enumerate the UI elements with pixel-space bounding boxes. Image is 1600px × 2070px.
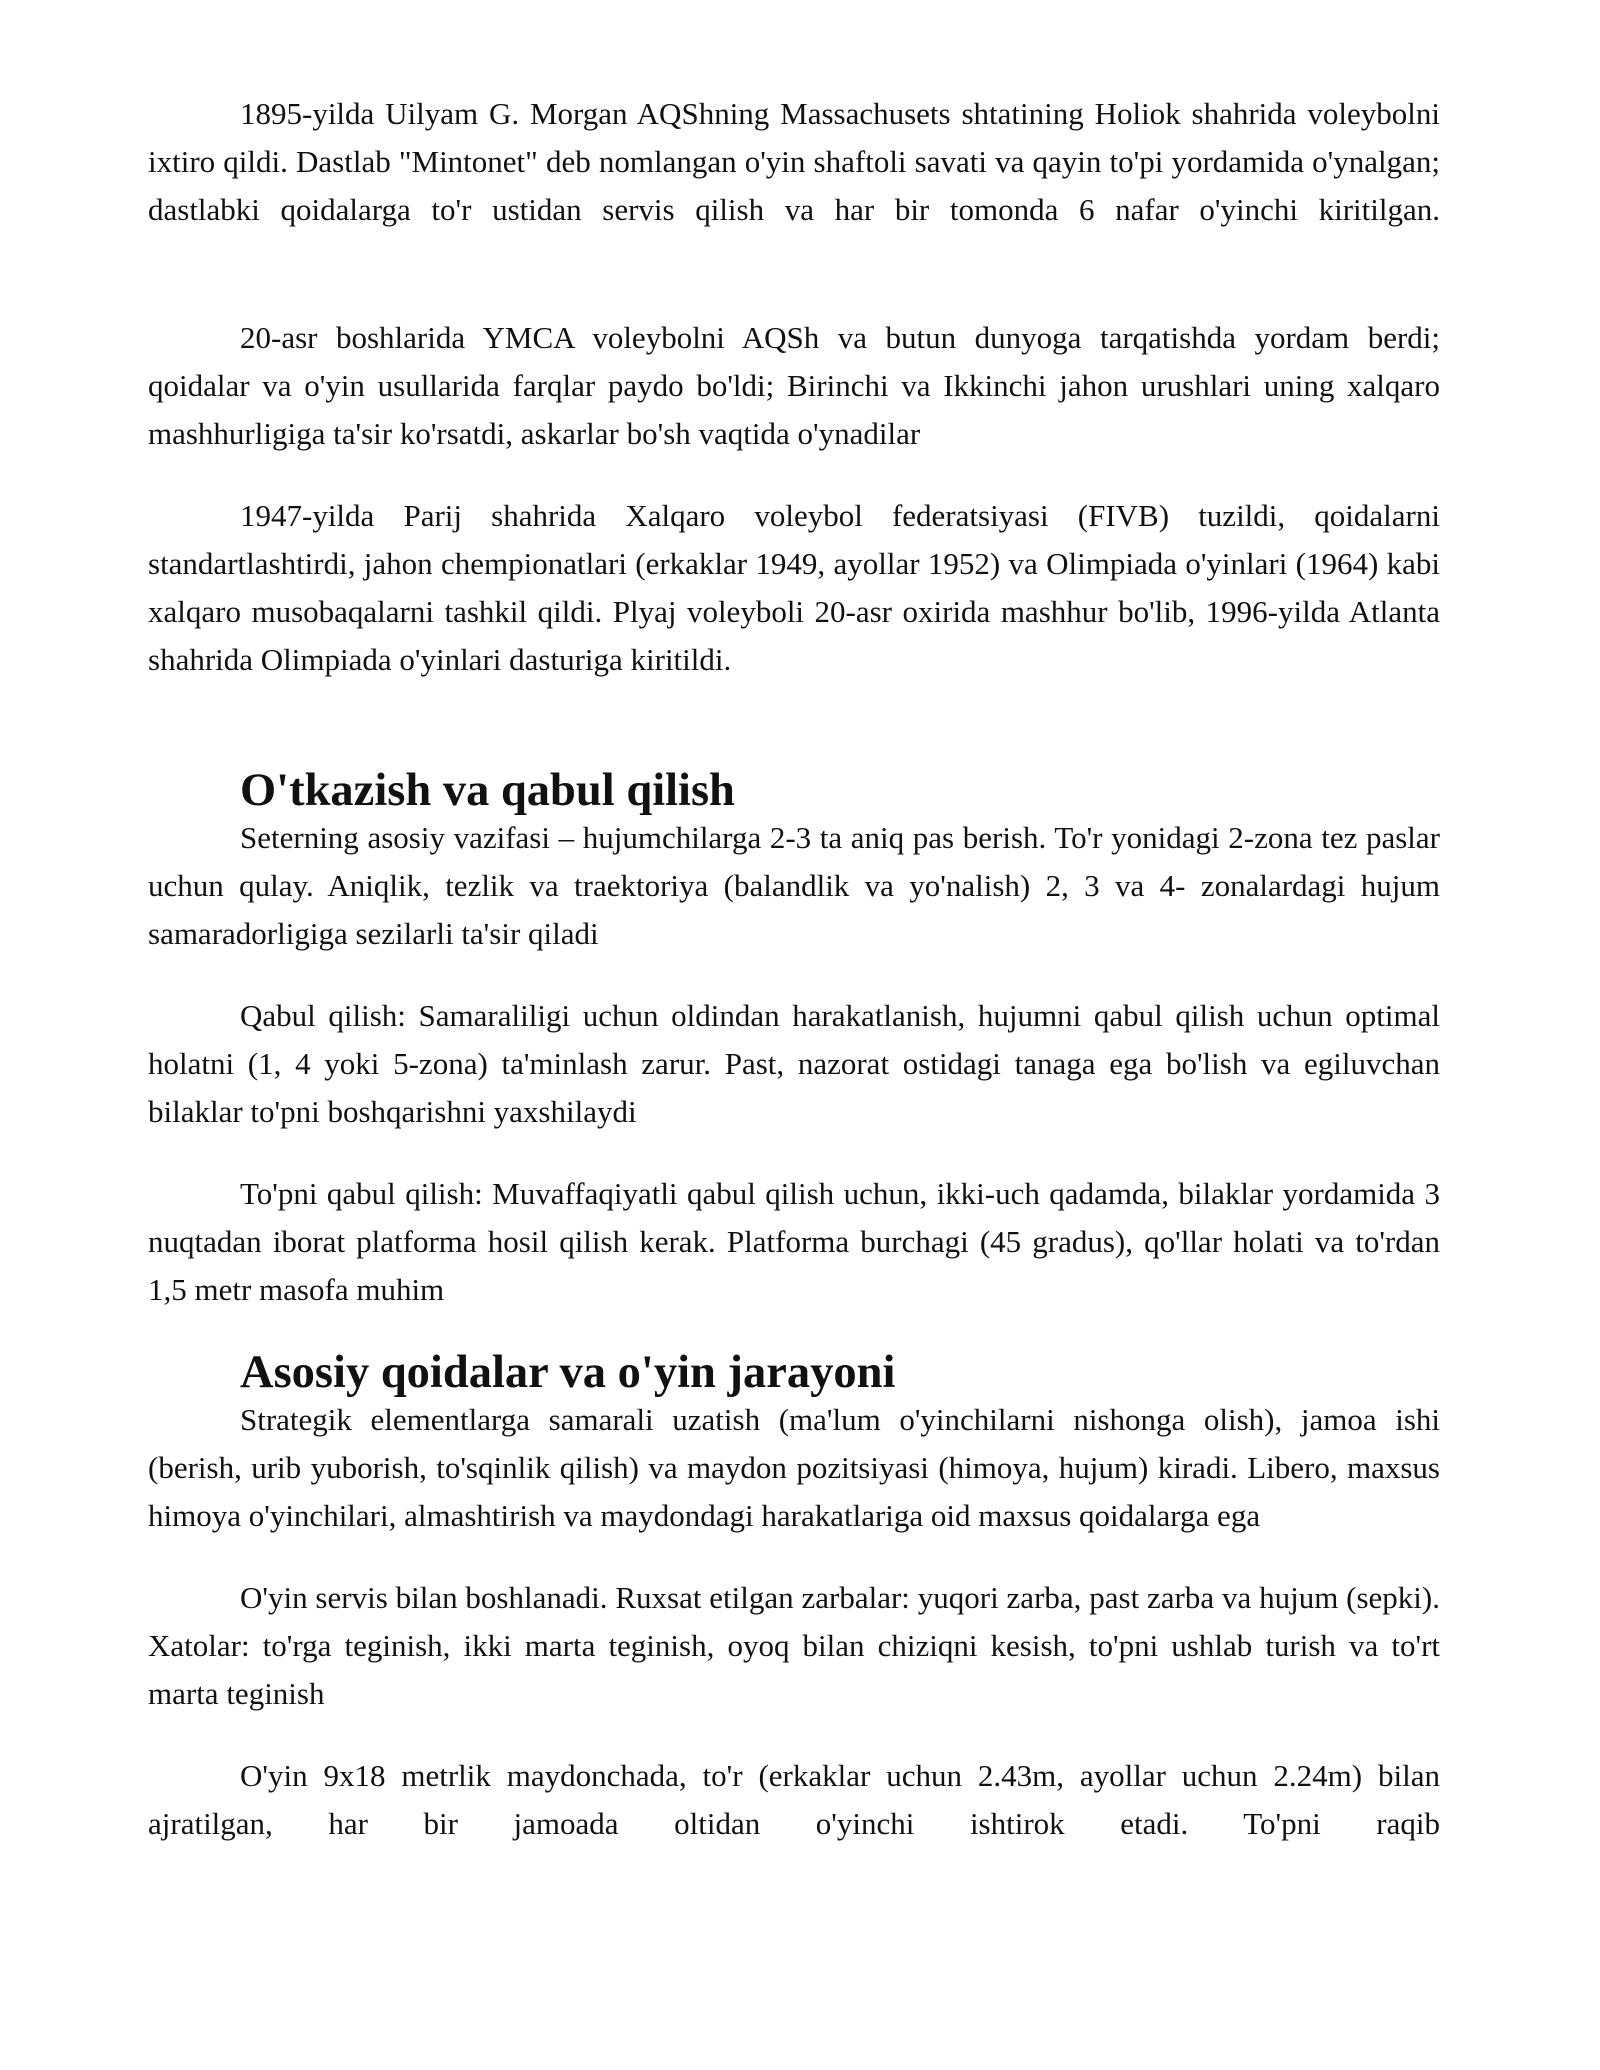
paragraph-history-origin: 1895-yilda Uilyam G. Morgan AQShning Massachusets shtatining Holiok shahrida voleybolni ixtiro qildi. Dastlab "Mintonet" deb nomlangan o'yin shaftoli savati va qayin to'pi yordamida o'ynalgan; dastlabki qoidalarga to'r ustidan servis qilish va har bir tomonda 6 nafar o'yinchi kiritilgan. [148,96,1440,227]
paragraph-spacer [148,458,1440,492]
paragraph-serve-faults: O'yin servis bilan boshlanadi. Ruxsat etilgan zarbalar: yuqori zarba, past zarba va hujum (sepki). Xatolar: to'rga teginish, ikki marta teginish, oyoq bilan chiziqni kesish, to'pni ushlab turish va to'rt marta teginish [148,1580,1440,1711]
paragraph-spacer [148,1718,1440,1752]
paragraph-spacer [148,1314,1440,1350]
section-heading-passing: O'tkazish va qabul qilish [240,765,735,816]
paragraph-strategy: Strategik elementlarga samarali uzatish (ma'lum o'yinchilarni nishonga olish), jamoa ishi (berish, urib yuborish, to'sqinlik qilish) va maydon pozitsiyasi (himoya, hujum) kiradi. Libero, maxsus himoya o'yinchilari, almashtirish va maydondagi harakatlariga oid maxsus qoidalarga ega [148,1402,1440,1533]
paragraph-fivb: 1947-yilda Parij shahrida Xalqaro voleybol federatsiyasi (FIVB) tuzildi, qoidalarni standartlashtirdi, jahon chempionatlari (erkaklar 1949, ayollar 1952) va Olimpiada o'yinlari (1964) kabi xalqaro musobaqalarni tashkil qildi. Plyaj voleyboli 20-asr oxirida mashhur bo'lib, 1996-yilda Atlanta shahrida Olimpiada o'yinlari dasturiga kiritildi. [148,498,1440,677]
paragraph-spacer [148,684,1440,768]
paragraph-ymca-spread: 20-asr boshlarida YMCA voleybolni AQSh va butun dunyoga tarqatishda yordam berdi; qoidalar va o'yin usullarida farqlar paydo bo'ldi; Birinchi va Ikkinchi jahon urushlari uning xalqaro mashhurligiga ta'sir ko'rsatdi, askarlar bo'sh vaqtida o'ynadilar [148,320,1440,451]
paragraph-court: O'yin 9x18 metrlik maydonchada, to'r (erkaklar uchun 2.43m, ayollar uchun 2.24m) bilan ajratilgan, har bir jamoada oltidan o'yinchi ishtirok etadi. To'pni raqib [148,1758,1440,1841]
paragraph-setter: Seterning asosiy vazifasi – hujumchilarga 2-3 ta aniq pas berish. To'r yonidagi 2-zona tez paslar uchun qulay. Aniqlik, tezlik va traektoriya (balandlik va yo'nalish) 2, 3 va 4- zonalardagi hujum samaradorligiga sezilarli ta'sir qiladi [148,820,1440,951]
document-page [148,90,1440,1848]
paragraph-spacer [148,234,1440,314]
paragraph-spacer [148,1540,1440,1574]
paragraph-spacer [148,958,1440,992]
paragraph-ball-reception: To'pni qabul qilish: Muvaffaqiyatli qabul qilish uchun, ikki-uch qadamda, bilaklar yordamida 3 nuqtadan iborat platforma hosil qilish kerak. Platforma burchagi (45 gradus), qo'llar holati va to'rdan 1,5 metr masofa muhim [148,1176,1440,1307]
section-heading-rules: Asosiy qoidalar va o'yin jarayoni [240,1347,896,1398]
paragraph-spacer [148,1136,1440,1170]
paragraph-reception: Qabul qilish: Samaraliligi uchun oldindan harakatlanish, hujumni qabul qilish uchun optimal holatni (1, 4 yoki 5-zona) ta'minlash zarur. Past, nazorat ostidagi tanaga ega bo'lish va egiluvchan bilaklar to'pni boshqarishni yaxshilaydi [148,998,1440,1129]
